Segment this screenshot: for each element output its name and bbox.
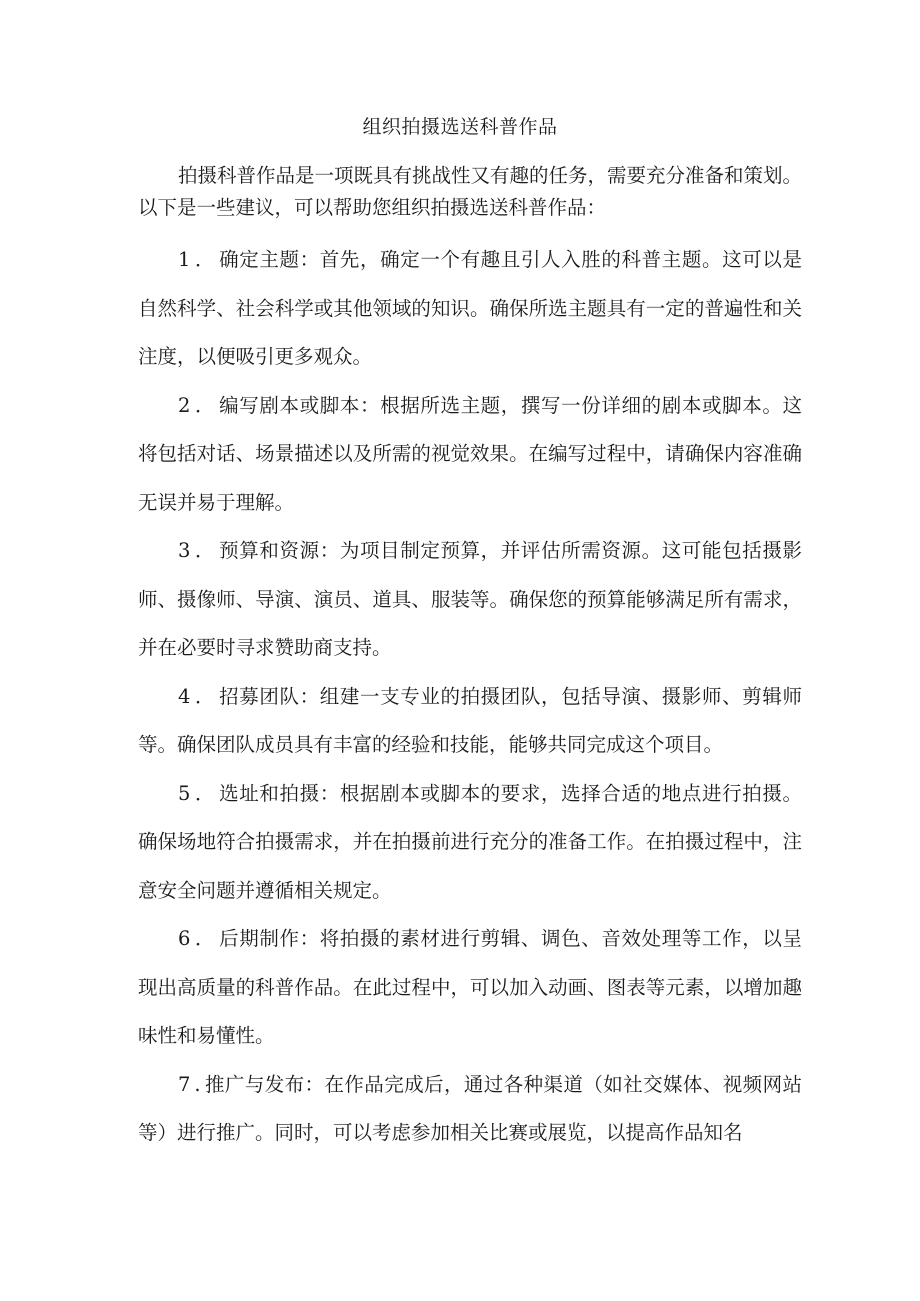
document-body — [138, 160, 802, 1158]
item-number: 1． — [177, 248, 220, 271]
item-number: 6． — [177, 927, 220, 950]
item-number: 2． — [177, 393, 220, 417]
list-item — [138, 382, 802, 528]
item-number: 4． — [177, 684, 220, 708]
page-title: 组织拍摄选送科普作品 — [362, 116, 558, 138]
item-text: 招募团队：组建一支专业的拍摄团队，包括导演、摄影师、剪辑师等。确保团队成员具有丰富的经验和技能，能够共同完成这个项目。 — [138, 684, 802, 756]
item-text: 编写剧本或脚本：根据所选主题，撰写一份详细的剧本或脚本。这将包括对话、场景描述以及所需的视觉效果。在编写过程中，请确保内容准确无误并易于理解。 — [138, 393, 802, 514]
intro-paragraph: 拍摄科普作品是一项既具有挑战性又有趣的任务，需要充分准备和策划。以下是一些建议，可以帮助您组织拍摄选送科普作品： — [138, 164, 802, 219]
list-item — [138, 770, 802, 916]
list-item — [138, 527, 802, 673]
item-number: 3． — [177, 539, 220, 562]
list-item — [138, 673, 802, 770]
item-text: 确定主题：首先，确定一个有趣且引人入胜的科普主题。这可以是自然科学、社会科学或其他领域的知识。确保所选主题具有一定的普遍性和关注度，以便吸引更多观众。 — [138, 248, 802, 368]
item-number: 7. — [177, 1072, 205, 1096]
list-item — [138, 236, 802, 382]
item-text: 选址和拍摄：根据剧本或脚本的要求，选择合适的地点进行拍摄。确保场地符合拍摄需求，并在拍摄前进行充分的准备工作。在拍摄过程中，注意安全问题并遵循相关规定。 — [138, 781, 802, 902]
item-text: 预算和资源：为项目制定预算，并评估所需资源。这可能包括摄影师、摄像师、导演、演员、道具、服装等。确保您的预算能够满足所有需求，并在必要时寻求赞助商支持。 — [138, 539, 802, 659]
list-item — [138, 1061, 802, 1158]
item-text: 推广与发布：在作品完成后，通过各种渠道（如社交媒体、视频网站等）进行推广。同时，可以考虑参加相关比赛或展览，以提高作品知名 — [138, 1072, 802, 1144]
item-text: 后期制作：将拍摄的素材进行剪辑、调色、音效处理等工作，以呈现出高质量的科普作品。在此过程中，可以加入动画、图表等元素，以增加趣味性和易懂性。 — [138, 927, 802, 1047]
item-number: 5． — [177, 781, 220, 805]
list-item — [138, 915, 802, 1061]
